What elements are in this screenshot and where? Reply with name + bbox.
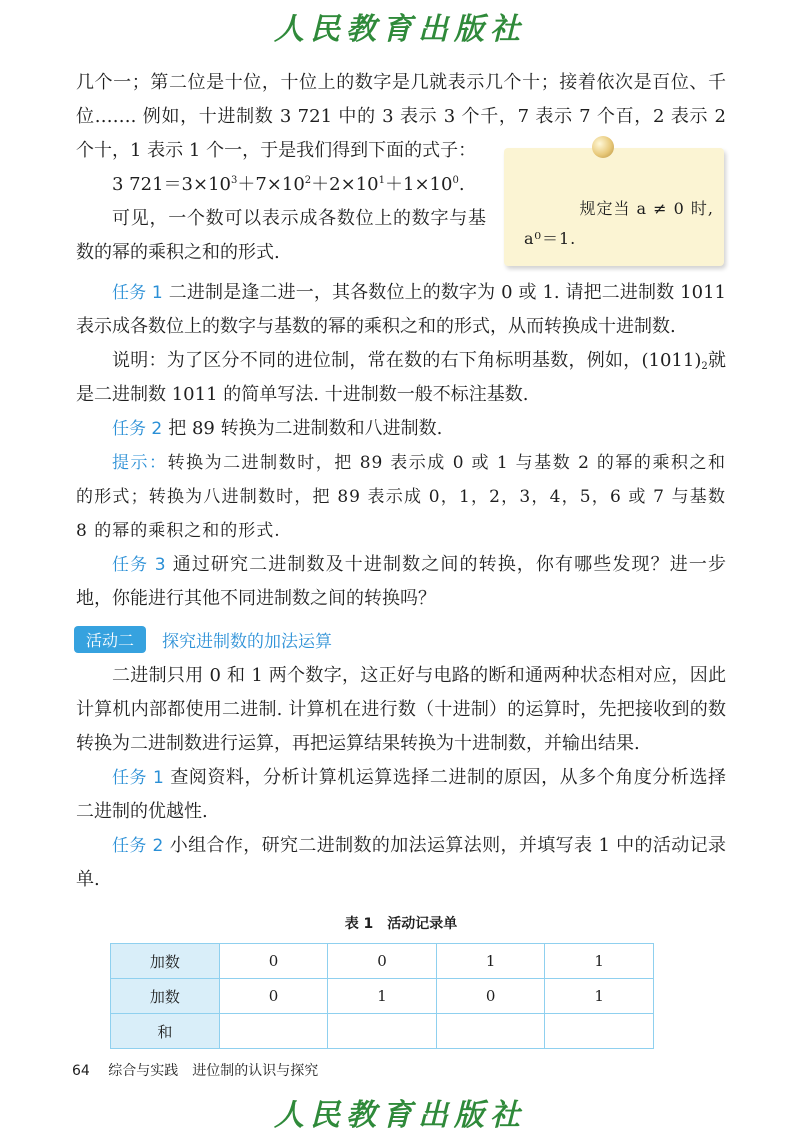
intro-block: [76, 66, 726, 270]
table-cell: 1: [545, 979, 654, 1014]
task-label: 任务 1: [112, 768, 164, 788]
footer-title: 综合与实践 进位制的认识与探究: [108, 1063, 319, 1079]
hint: [76, 446, 726, 548]
pin-icon: [592, 136, 614, 158]
activity-task-1: [76, 761, 726, 829]
table-row: [111, 979, 654, 1014]
note-line: 规定当 a ≠ 0 时,: [579, 199, 714, 218]
explain-text: 说明：为了区分不同的进位制，常在数的右下角标明基数，例如，(1011): [112, 350, 702, 371]
task-3: [76, 548, 726, 616]
explain-text: 就是二进制数 1011 的简单写法. 十进制数一般不标注基数.: [76, 350, 726, 405]
task-text: 查阅资料，分析计算机运算选择二进制的原因，从多个角度分析选择二进制的优越性.: [76, 767, 726, 822]
intro-paragraph: 几个一；第二位是十位，十位上的数字是几就表示几个十；接着依次是百位、千位……. 例如，十进制数 3 721 中的 3 表示 3 个千，7 表示 7 个百，2 表示 2 个十，1 表示 1 个一，于是我们得到下面的式子：: [76, 72, 726, 161]
task-label: 任务 1: [112, 283, 163, 303]
hint-text: 转换为二进制数时，把 89 表示成 0 或 1 与基数 2 的幂的乘积之和的形式；转换为八进制数时，把 89 表示成 0，1，2，3，4，5，6 或 7 与基数 8 的幂的乘积之和的形式.: [76, 453, 726, 541]
table-cell: [436, 1014, 545, 1049]
row-header: 加数: [111, 979, 220, 1014]
activity-task-2: [76, 829, 726, 897]
formula-part: ＋7×10: [237, 174, 305, 195]
task-text: 二进制是逢二进一，其各数位上的数字为 0 或 1. 请把二进制数 1011 表示成各数位上的数字与基数的幂的乘积之和的形式，从而转换成十进制数.: [76, 282, 726, 337]
table-cell: 0: [328, 944, 437, 979]
formula-exponent: 3: [230, 175, 238, 186]
table-row: [111, 1014, 654, 1049]
table-cell: [328, 1014, 437, 1049]
explanation: [76, 344, 726, 412]
table-cell: [219, 1014, 328, 1049]
task-text: 通过研究二进制数及十进制数之间的转换，你有哪些发现？进一步地，你能进行其他不同进制数之间的转换吗？: [76, 554, 726, 609]
sticky-note: [504, 148, 724, 266]
row-header: 和: [111, 1014, 220, 1049]
task-label: 任务 2: [112, 419, 163, 439]
activity-title: 探究进制数的加法运算: [162, 632, 333, 652]
task-label: 任务 2: [112, 836, 164, 856]
formula-exponent: 0: [452, 175, 459, 186]
hint-label: 提示：: [112, 453, 168, 473]
activity-heading: [74, 626, 726, 653]
activity-record-table: [110, 943, 654, 1049]
table-cell: 0: [219, 944, 328, 979]
task-2: [76, 412, 726, 446]
publisher-logo-top: 人民教育出版社: [274, 12, 526, 47]
activity-badge: 活动二: [74, 626, 146, 653]
table-cell: 0: [436, 979, 545, 1014]
formula-part: ＋2×10: [311, 174, 379, 195]
table-row: [111, 944, 654, 979]
publisher-logo-bottom: 人民教育出版社: [274, 1098, 526, 1133]
activity-intro: 二进制只用 0 和 1 两个数字，这正好与电路的断和通两种状态相对应，因此计算机内部都使用二进制. 计算机在进行数（十进制）的运算时，先把接收到的数转换为二进制数进行运算，再把运算结果转换为十进制数，并输出结果.: [76, 665, 726, 754]
formula-exponent: 2: [304, 175, 312, 186]
formula-part: ＋1×10: [385, 174, 453, 195]
row-header: 加数: [111, 944, 220, 979]
note-line: a⁰＝1.: [524, 229, 577, 248]
task-label: 任务 3: [112, 555, 166, 575]
table-caption: 表 1 活动记录单: [344, 916, 458, 932]
formula-part: .: [458, 174, 465, 195]
task-1: [76, 276, 726, 344]
table-cell: 1: [436, 944, 545, 979]
page-number: 64: [72, 1063, 90, 1079]
table-cell: 1: [328, 979, 437, 1014]
conclusion-paragraph: 可见，一个数可以表示成各数位上的数字与基数的幂的乘积之和的形式.: [76, 208, 486, 263]
formula-part: 3 721＝3×10: [112, 174, 231, 195]
table-cell: 1: [545, 944, 654, 979]
task-text: 小组合作，研究二进制数的加法运算法则，并填写表 1 中的活动记录单.: [76, 835, 726, 890]
task-text: 把 89 转换为二进制数和八进制数.: [168, 418, 443, 439]
formula-exponent: 1: [378, 175, 385, 186]
page-content: [76, 66, 726, 1049]
table-cell: [545, 1014, 654, 1049]
note-text: [524, 194, 714, 254]
base-subscript: 2: [701, 361, 708, 372]
table-cell: 0: [219, 979, 328, 1014]
page-footer: [72, 1060, 318, 1080]
